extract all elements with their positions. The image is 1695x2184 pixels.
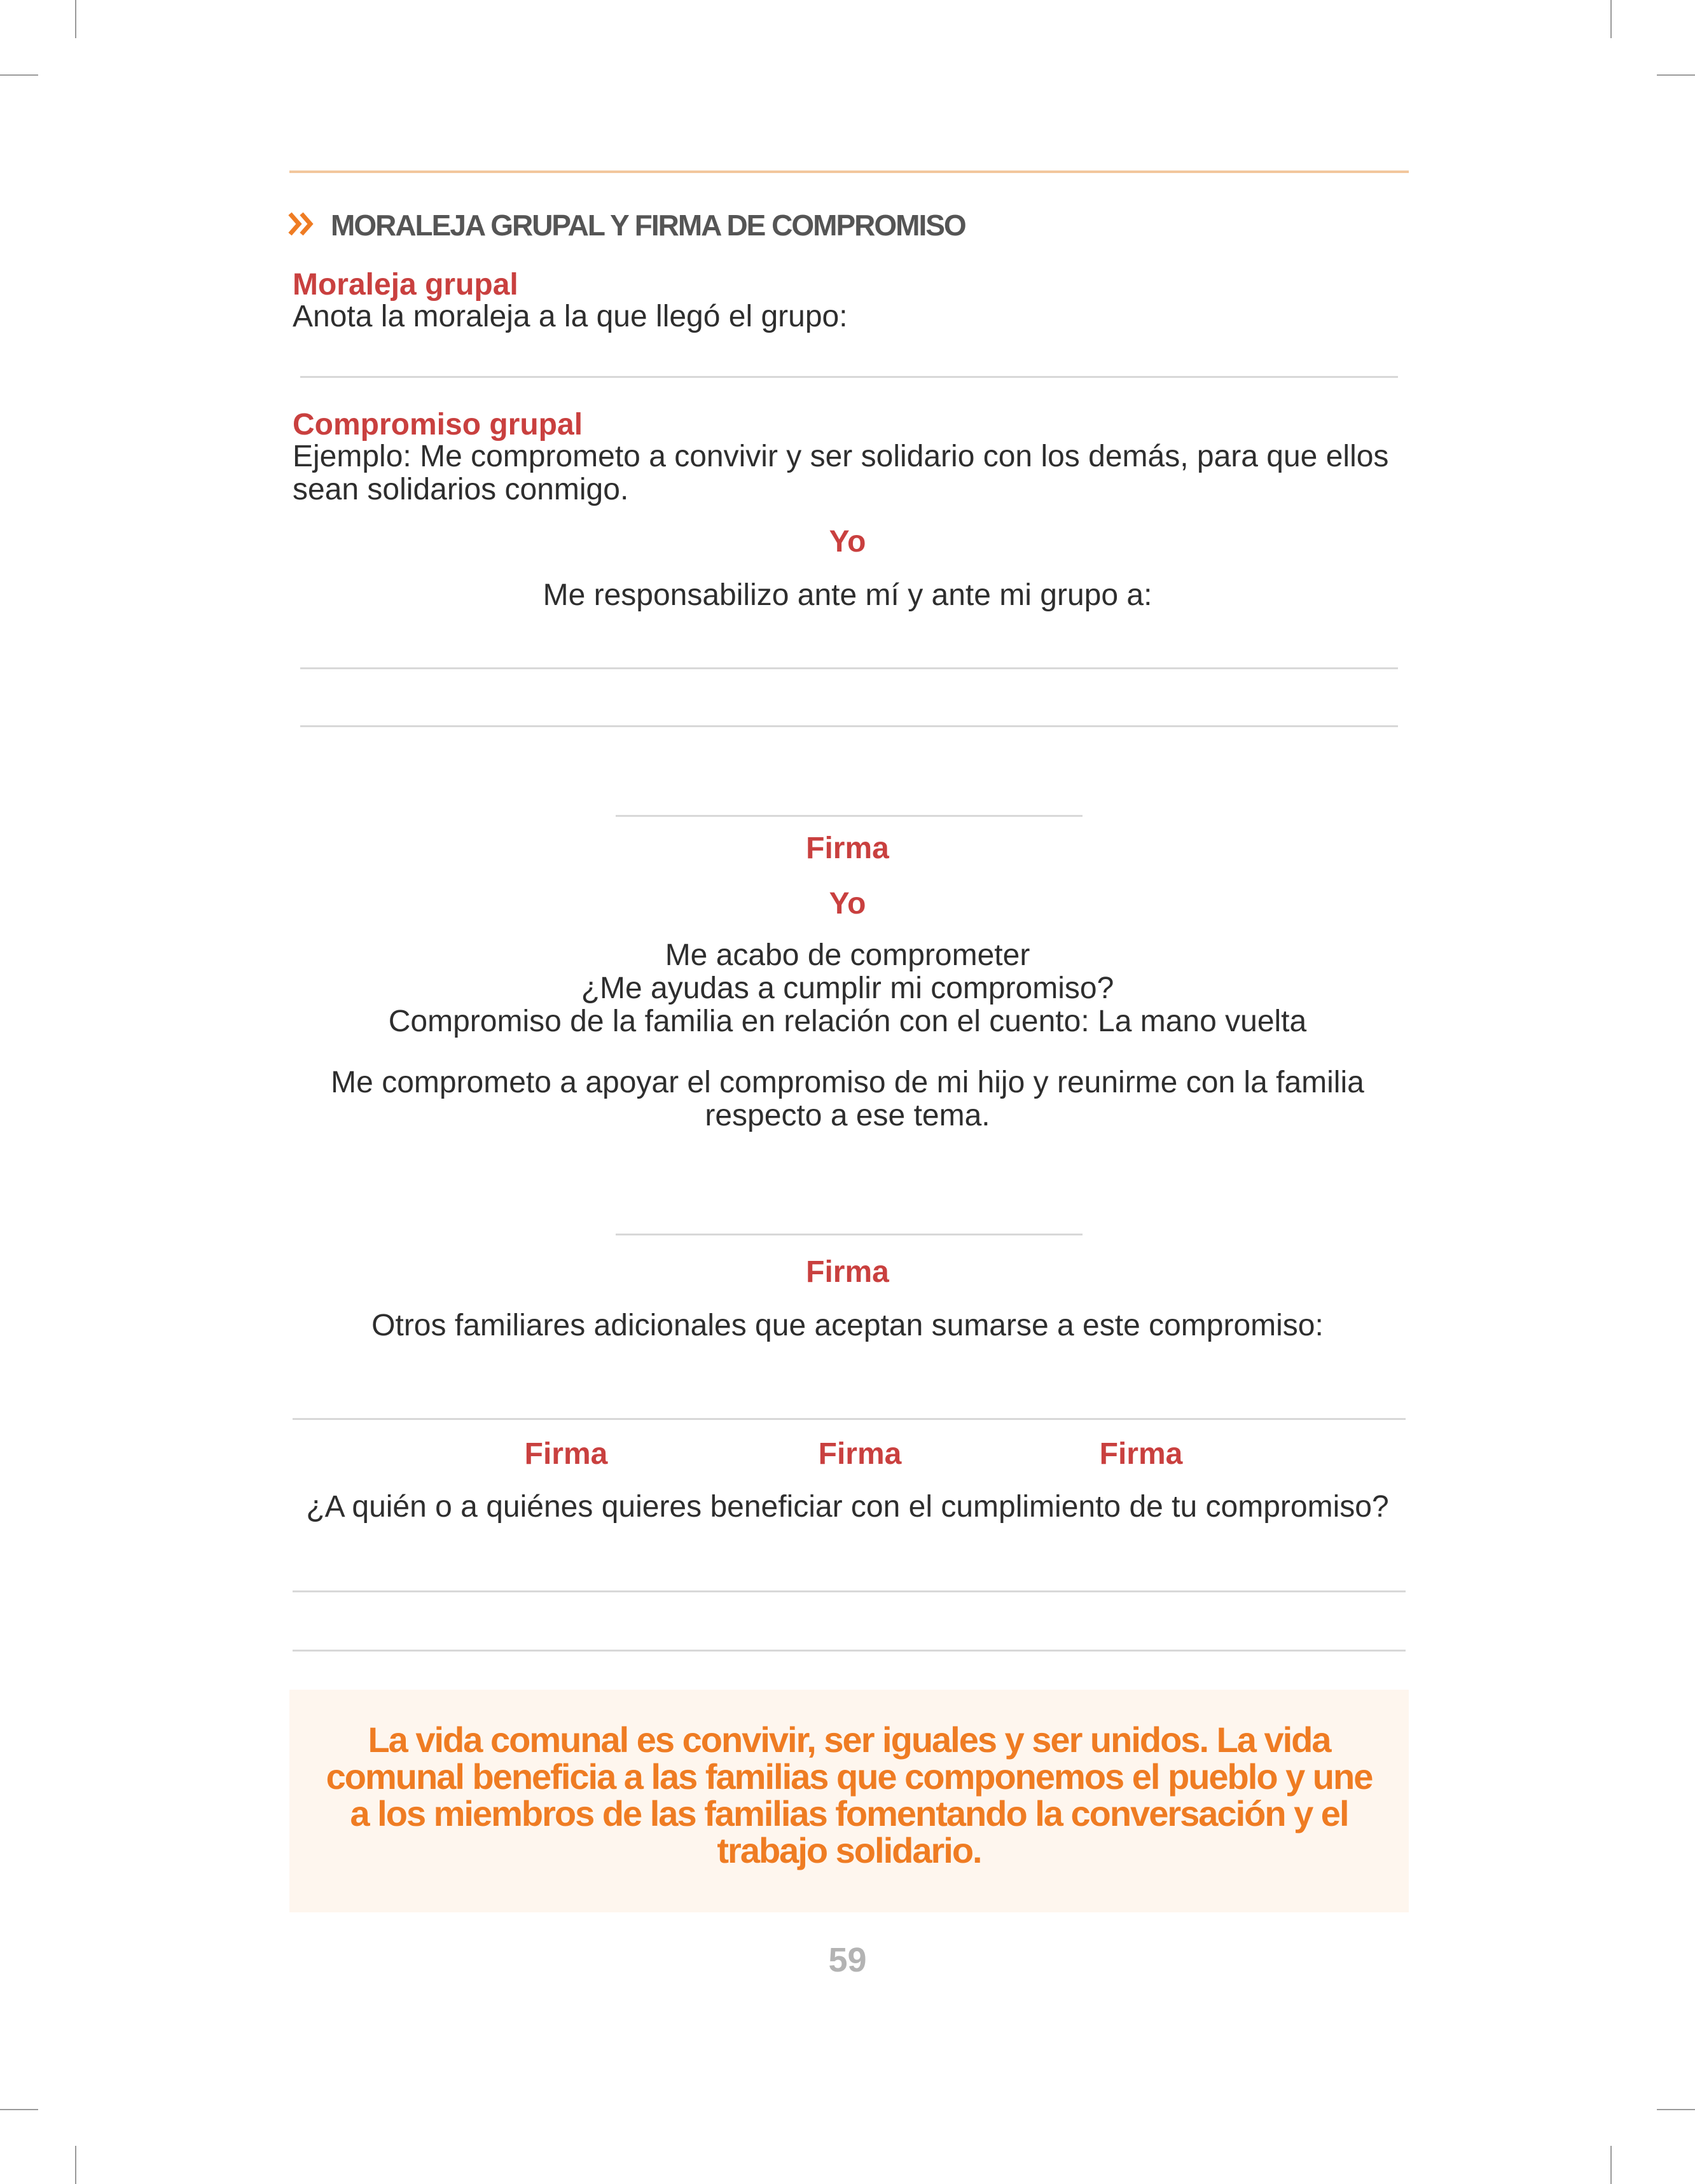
familia-cuento-text: Compromiso de la familia en relación con el cuento: La mano vuelta [388, 1005, 1307, 1038]
firma-familiar-1: Firma [524, 1437, 608, 1471]
beneficiar-answer-line[interactable] [293, 1590, 1406, 1592]
firma-label: Firma [806, 1255, 889, 1289]
callout-line: trabajo solidario. [717, 1830, 981, 1870]
double-chevron-icon [287, 211, 317, 240]
responsabilidad-answer-line[interactable] [300, 725, 1398, 727]
moraleja-instruction: Anota la moraleja a la que llegó el grupo: [293, 300, 848, 333]
page-number: 59 [828, 1941, 867, 1979]
signature-line[interactable] [616, 1234, 1083, 1235]
apoyar-line: Me comprometo a apoyar el compromiso de mi hijo y reunirme con la familia [331, 1066, 1364, 1099]
familiares-signature-line[interactable] [293, 1418, 1406, 1420]
compromiso-heading: Compromiso grupal [293, 408, 583, 442]
compromiso-example-line: Ejemplo: Me comprometo a convivir y ser solidario con los demás, para que ellos [293, 440, 1389, 473]
crop-mark [0, 2109, 38, 2110]
callout-line: a los miembros de las familias fomentando la conversación y el [350, 1793, 1348, 1833]
callout-line: La vida comunal es convivir, ser iguales y ser unidos. La vida [368, 1720, 1331, 1760]
moraleja-answer-line[interactable] [300, 376, 1398, 378]
yo-label: Yo [829, 525, 866, 559]
section-heading [287, 208, 965, 242]
crop-mark [0, 74, 38, 76]
ayudas-text: ¿Me ayudas a cumplir mi compromiso? [581, 971, 1114, 1005]
compromiso-example [293, 440, 1388, 506]
apoyar-line: respecto a ese tema. [705, 1099, 990, 1132]
responsabilizo-text: Me responsabilizo ante mí y ante mi grupo a: [543, 578, 1152, 612]
crop-mark [75, 2146, 76, 2184]
moral-callout [289, 1690, 1409, 1912]
crop-mark [75, 0, 76, 38]
beneficiar-answer-line[interactable] [293, 1650, 1406, 1652]
crop-mark [1657, 2109, 1695, 2110]
compromiso-familia-block [0, 939, 1695, 1038]
acabo-text: Me acabo de comprometer [665, 938, 1030, 972]
moraleja-heading: Moraleja grupal [293, 268, 518, 302]
firma-label: Firma [806, 831, 889, 865]
callout-line: comunal beneficia a las familias que componemos el pueblo y une [326, 1756, 1373, 1797]
crop-mark [1657, 74, 1695, 76]
callout-text [289, 1721, 1409, 1869]
crop-mark [1610, 0, 1612, 38]
crop-mark [1610, 2146, 1612, 2184]
compromiso-example-line: sean solidarios conmigo. [293, 473, 629, 506]
otros-familiares-text: Otros familiares adicionales que aceptan sumarse a este compromiso: [371, 1309, 1324, 1342]
firma-familiar-3: Firma [1099, 1437, 1183, 1471]
responsabilidad-answer-line[interactable] [300, 667, 1398, 669]
yo-label: Yo [829, 887, 866, 921]
header-divider [289, 170, 1409, 173]
section-title: MORALEJA GRUPAL Y FIRMA DE COMPROMISO [331, 209, 965, 242]
apoyar-block [0, 1066, 1695, 1132]
signature-line[interactable] [616, 815, 1083, 817]
firma-familiar-2: Firma [818, 1437, 902, 1471]
beneficiar-question: ¿A quién o a quiénes quieres beneficiar con el cumplimiento de tu compromiso? [306, 1490, 1389, 1524]
